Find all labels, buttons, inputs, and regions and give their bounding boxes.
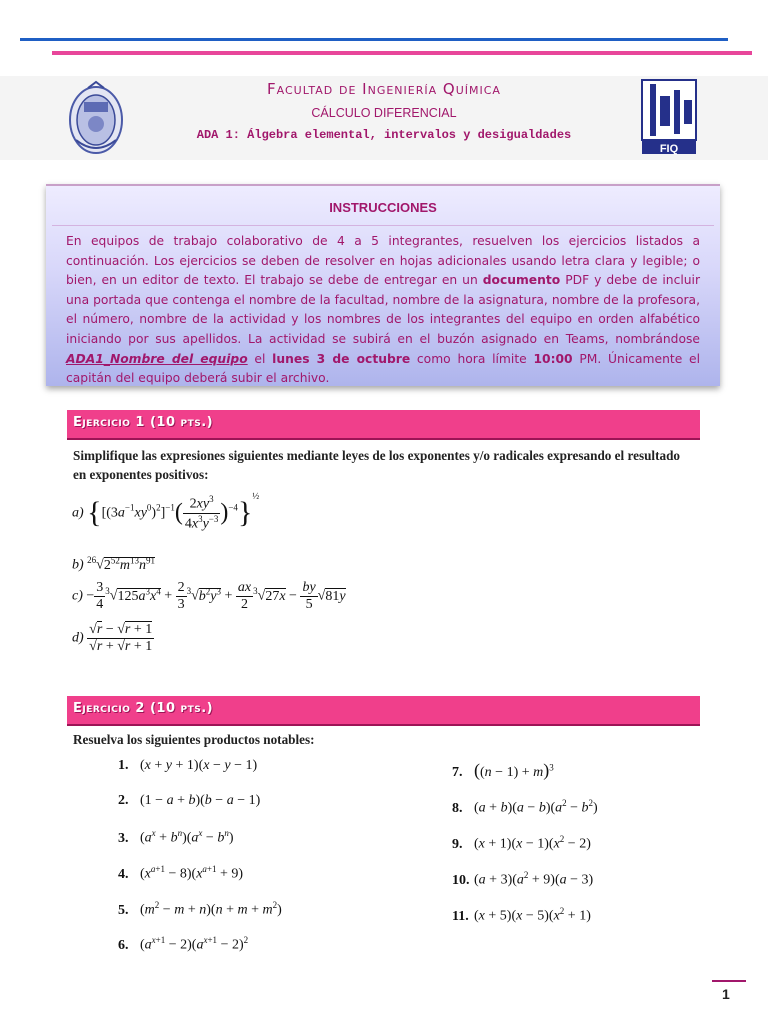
label-d: d) xyxy=(72,630,84,646)
expression-a: a) {$[(3a^{-1}xy^0)^2]^{-1}$( $\frac{2xy^3}{4x^3y^{-3}}$ )$^{-4}$}$^{\frac{1}{2}}$ xyxy=(72,490,260,532)
label-b: b) xyxy=(72,557,84,573)
expression-b: b) $^{26}√2^{52}m^{13}n^{91}$ xyxy=(72,555,155,573)
product-num: 6. xyxy=(118,937,129,953)
instr-p1: En equipos de trabajo colaborativo de 4 a 5 integrantes, resuelven los ejercicios listados a continuación. Los ejercicios se deben de resolver en hojas adicionales usando letra clara y legible; o bien, en un editor de texto. El trabajo se debe de entregar en un xyxy=(66,234,700,288)
product-num: 3. xyxy=(118,830,129,846)
expression-c: c) − $\frac{3}{4}$ $^3√125a^3x^4$ + $\frac{2}{3}$ $^3√b^2y^3$ + $\frac{ax}{2}$ $^3$√27x − $\frac{by}{5}$ √81y xyxy=(72,580,346,612)
label-a: a) xyxy=(72,505,84,521)
instr-p3: el xyxy=(247,351,273,366)
instr-p5: PM. Únicamente el capitán del equipo deberá subir el archivo. xyxy=(66,351,701,386)
product-11: 11. $(x + 5)(x - 5)(x^2 + 1)$ xyxy=(452,906,591,924)
ejercicio-2-underline xyxy=(67,724,700,726)
ejercicio-2-statement: Resuelva los siguientes productos notables: xyxy=(73,732,315,747)
product-num: 11. xyxy=(452,908,469,924)
subject-title: CÁLCULO DIFERENCIAL xyxy=(311,106,457,120)
product-5: 5. $(m^2 - m + n)(n + m + m^2)$ xyxy=(118,900,282,918)
instructions-divider xyxy=(52,225,714,226)
ejercicio-2-title: Ejercicio 2 (10 pts.) xyxy=(73,701,214,716)
product-num: 7. xyxy=(452,765,463,780)
page-number-rule xyxy=(712,980,746,982)
instructions-title: INSTRUCCIONES xyxy=(329,200,437,215)
product-7: 7. $((n - 1) + m)^3$ xyxy=(452,760,554,780)
instructions-box xyxy=(46,184,720,386)
expression-d: d) $\frac{√r - √r + 1}{√r + √r + 1}$ xyxy=(72,622,153,654)
ejercicio-1-underline xyxy=(67,438,700,440)
faculty-title: Facultad de Ingeniería Química xyxy=(267,80,501,98)
top-pink-rule xyxy=(52,51,752,55)
product-num: 2. xyxy=(118,793,129,808)
instr-p4: como hora límite xyxy=(410,351,534,366)
ejercicio-2-header xyxy=(67,696,700,724)
product-num: 8. xyxy=(452,800,463,816)
product-1: 1. (x + y + 1)(x − y − 1) xyxy=(118,758,258,773)
instructions-text xyxy=(66,232,700,389)
product-4: 4. $(x^{a+1} - 8)(x^{a+1} + 9)$ xyxy=(118,864,244,882)
ada-label: ADA 1: xyxy=(196,128,240,142)
svg-text:FIQ: FIQ xyxy=(659,143,679,155)
ejercicio-1-header xyxy=(67,410,700,438)
instr-time: 10:00 xyxy=(533,351,573,366)
instr-date: lunes 3 de octubre xyxy=(272,351,411,366)
product-9: 9. $(x + 1)(x - 1)(x^2 - 2)$ xyxy=(452,834,591,852)
instr-documento: documento xyxy=(482,273,561,288)
ejercicio-1-statement: Simplifique las expresiones siguientes mediante leyes de los exponentes y/o radicales expresando el resultado en exponentes positivos: xyxy=(73,448,680,482)
ejercicio-1-title: Ejercicio 1 (10 pts.) xyxy=(73,415,214,430)
product-num: 5. xyxy=(118,902,129,918)
instr-p2: PDF y debe de incluir una portada que contenga el nombre de la facultad, nombre de la asignatura, nombre de la profesora, el número, nombre de la actividad y los nombres de los integrantes del equipo en orden alfabético iniciando por sus apellidos. La actividad se subirá en el buzón asignado en Teams, nombrándose xyxy=(66,273,701,346)
instr-filename: ADA1_Nombre del equipo xyxy=(66,351,248,366)
product-num: 1. xyxy=(118,758,129,773)
page-number: 1 xyxy=(722,986,730,1002)
product-2: 2. (1 − a + b)(b − a − 1) xyxy=(118,793,261,808)
product-num: 4. xyxy=(118,866,129,882)
product-num: 10. xyxy=(452,872,470,888)
product-num: 9. xyxy=(452,836,463,852)
top-blue-rule xyxy=(20,38,728,41)
label-c: c) xyxy=(72,588,83,604)
product-3: 3. $(a^x + b^n)(a^x - b^n)$ xyxy=(118,828,234,846)
product-6: 6. $(a^{x+1} - 2)(a^{x+1} - 2)^2$ xyxy=(118,935,249,953)
product-10: 10. $(a + 3)(a^2 + 9)(a - 3)$ xyxy=(452,870,594,888)
activity-title xyxy=(0,128,768,142)
product-8: 8. $(a + b)(a - b)(a^2 - b^2)$ xyxy=(452,798,598,816)
ada-name: Álgebra elemental, intervalos y desigualdades xyxy=(247,128,572,142)
